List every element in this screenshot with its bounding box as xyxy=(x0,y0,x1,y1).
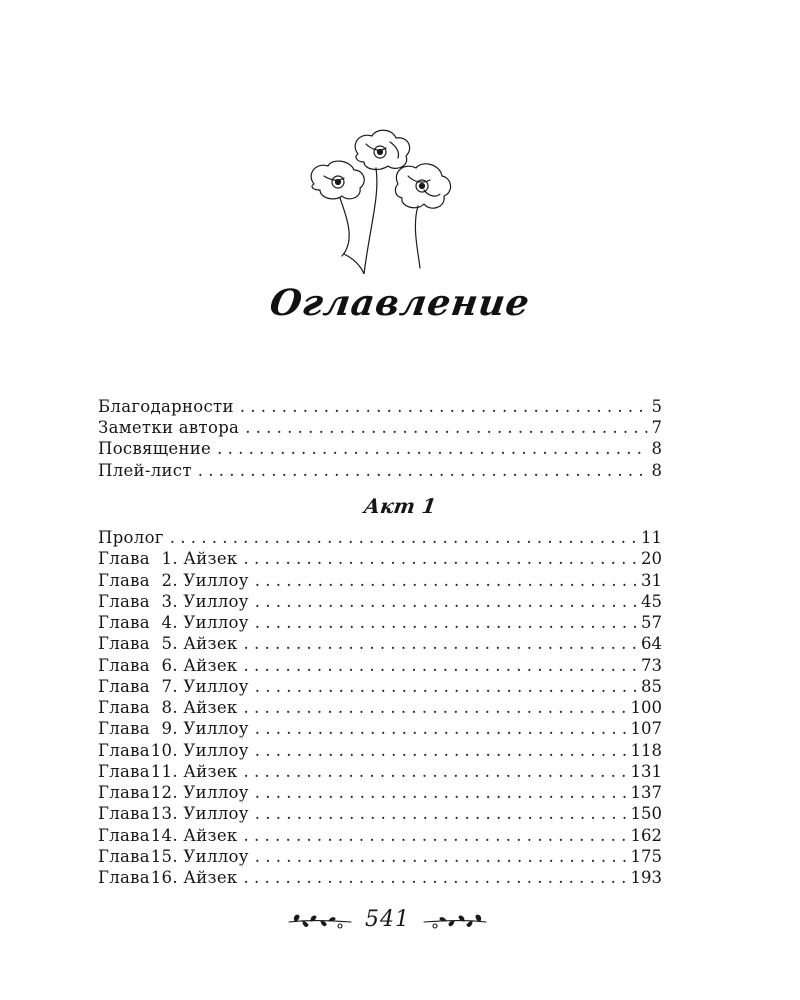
toc-entry xyxy=(98,417,662,438)
toc-entry-page: 150 xyxy=(630,804,662,824)
chapter-name: Уиллоу xyxy=(183,804,249,824)
toc-entry-label xyxy=(98,846,249,867)
chapter-word: Глава xyxy=(98,761,150,781)
toc-entry xyxy=(98,570,662,591)
act-heading: Акт 1 xyxy=(362,494,438,518)
chapter-name: Айзек xyxy=(183,825,238,845)
toc-entry-page: 137 xyxy=(630,783,662,802)
chapter-number: 6. xyxy=(161,655,178,675)
dot-leader xyxy=(244,825,628,846)
chapter-name: Уиллоу xyxy=(183,570,249,590)
toc-entry-page: 118 xyxy=(630,740,662,760)
chapter-number: 15. xyxy=(150,846,178,866)
page-number: 541 xyxy=(365,907,410,932)
page-title: Оглавление xyxy=(267,282,533,324)
toc-entry-page: 64 xyxy=(641,634,662,654)
chapter-word: Глава xyxy=(98,570,150,590)
dot-leader xyxy=(244,761,628,782)
toc-entry xyxy=(98,697,662,718)
chapter-word: Глава xyxy=(98,783,150,802)
chapter-name: Айзек xyxy=(183,761,238,781)
chapter-name: Уиллоу xyxy=(183,591,249,611)
chapter-word: Глава xyxy=(98,740,150,760)
toc-entry-label xyxy=(98,740,249,761)
chapter-name: Айзек xyxy=(183,868,238,887)
toc-entry-page: 31 xyxy=(641,570,662,590)
chapter-word: Глава xyxy=(98,549,150,569)
dot-leader xyxy=(255,676,638,697)
chapter-word: Глава xyxy=(98,846,150,866)
dot-leader xyxy=(255,846,628,867)
toc-entry xyxy=(98,633,662,654)
toc-entry-page: 131 xyxy=(630,761,662,781)
toc-entry xyxy=(98,740,662,761)
toc-entry-label: Посвящение xyxy=(98,439,212,459)
dot-leader xyxy=(217,438,648,459)
chapter-word: Глава xyxy=(98,719,150,739)
toc-entry-label xyxy=(98,782,249,803)
dot-leader xyxy=(255,570,638,591)
toc-entry-label xyxy=(98,803,249,824)
toc-entry-page: 5 xyxy=(651,397,662,416)
toc-entry-page: 20 xyxy=(641,549,662,569)
chapter-number: 12. xyxy=(150,783,178,802)
dot-leader xyxy=(245,417,648,438)
toc-entry-label xyxy=(98,761,238,782)
leaf-branch-ornament-icon xyxy=(422,910,490,934)
toc-entry-page: 45 xyxy=(641,591,662,611)
dot-leader xyxy=(244,655,639,676)
dot-leader xyxy=(198,460,649,481)
poppy-flowers-icon xyxy=(300,126,465,274)
dot-leader xyxy=(255,612,638,633)
chapter-number: 2. xyxy=(161,570,178,590)
toc-entry xyxy=(98,803,662,824)
chapter-name: Уиллоу xyxy=(183,676,249,696)
dot-leader xyxy=(244,697,628,718)
act1-chapter-list xyxy=(98,527,662,888)
chapter-word: Глава xyxy=(98,634,150,654)
toc-entry xyxy=(98,591,662,612)
toc-entry-label xyxy=(98,867,238,888)
chapter-number: 13. xyxy=(150,804,178,824)
chapter-name: Уиллоу xyxy=(183,846,249,866)
chapter-name: Айзек xyxy=(183,698,238,717)
toc-entry xyxy=(98,612,662,633)
chapter-name: Уиллоу xyxy=(183,740,249,760)
toc-entry xyxy=(98,460,662,481)
dot-leader xyxy=(244,633,639,654)
toc-entry xyxy=(98,867,662,888)
chapter-number: 4. xyxy=(161,613,178,632)
toc-entry-page: 8 xyxy=(651,439,662,459)
toc-entry-page: 8 xyxy=(651,460,662,480)
dot-leader xyxy=(255,782,628,803)
toc-entry-page: 73 xyxy=(641,655,662,675)
toc-entry-label xyxy=(98,548,238,569)
chapter-name: Айзек xyxy=(183,655,238,675)
toc-entry-label: Пролог xyxy=(98,528,164,547)
dot-leader xyxy=(255,803,628,824)
chapter-name: Айзек xyxy=(183,634,238,654)
dot-leader xyxy=(244,867,628,888)
toc-entry xyxy=(98,438,662,459)
chapter-number: 1. xyxy=(161,549,178,569)
chapter-number: 7. xyxy=(161,676,178,696)
toc-entry-label xyxy=(98,718,249,739)
chapter-name: Айзек xyxy=(183,549,238,569)
toc-entry xyxy=(98,846,662,867)
chapter-name: Уиллоу xyxy=(183,783,249,802)
toc-entry-page: 11 xyxy=(641,528,662,547)
chapter-number: 16. xyxy=(150,868,178,887)
toc-entry-label xyxy=(98,676,249,697)
toc-entry xyxy=(98,676,662,697)
toc-entry-label xyxy=(98,570,249,591)
chapter-word: Глава xyxy=(98,868,150,887)
chapter-number: 5. xyxy=(161,634,178,654)
toc-entry xyxy=(98,655,662,676)
toc-entry-page: 162 xyxy=(630,825,662,845)
chapter-name: Уиллоу xyxy=(183,719,249,739)
toc-entry xyxy=(98,396,662,417)
toc-entry-label: Плей-лист xyxy=(98,460,192,480)
chapter-word: Глава xyxy=(98,804,150,824)
toc-entry xyxy=(98,825,662,846)
front-matter-list xyxy=(98,396,662,481)
chapter-word: Глава xyxy=(98,676,150,696)
chapter-word: Глава xyxy=(98,698,150,717)
toc-entry-page: 7 xyxy=(651,418,662,438)
toc-entry-page: 57 xyxy=(641,613,662,632)
toc-entry-label xyxy=(98,633,238,654)
chapter-word: Глава xyxy=(98,591,150,611)
dot-leader xyxy=(255,591,638,612)
toc-entry-page: 100 xyxy=(630,698,662,717)
toc-entry-label xyxy=(98,655,238,676)
chapter-word: Глава xyxy=(98,655,150,675)
toc-entry xyxy=(98,782,662,803)
toc-entry-label: Заметки автора xyxy=(98,418,240,438)
chapter-number: 11. xyxy=(150,761,178,781)
dot-leader xyxy=(240,396,649,417)
toc-entry-label xyxy=(98,591,249,612)
toc-entry xyxy=(98,761,662,782)
toc-entry-label xyxy=(98,825,238,846)
chapter-number: 14. xyxy=(150,825,178,845)
chapter-number: 10. xyxy=(150,740,178,760)
chapter-number: 9. xyxy=(161,719,178,739)
toc-entry-page: 107 xyxy=(630,719,662,739)
page-footer xyxy=(285,906,490,938)
dot-leader xyxy=(170,527,638,548)
chapter-word: Глава xyxy=(98,825,150,845)
toc-entry-page: 193 xyxy=(630,868,662,887)
toc-entry-page: 85 xyxy=(641,676,662,696)
dot-leader xyxy=(255,718,628,739)
toc-entry-label xyxy=(98,697,238,718)
toc-entry-label xyxy=(98,612,249,633)
toc-entry-page: 175 xyxy=(630,846,662,866)
chapter-number: 8. xyxy=(161,698,178,717)
dot-leader xyxy=(244,548,639,569)
toc-entry xyxy=(98,527,662,548)
chapter-word: Глава xyxy=(98,613,150,632)
dot-leader xyxy=(255,740,628,761)
toc-entry xyxy=(98,718,662,739)
toc-entry xyxy=(98,548,662,569)
toc-entry-label: Благодарности xyxy=(98,397,234,416)
chapter-name: Уиллоу xyxy=(183,613,249,632)
chapter-number: 3. xyxy=(161,591,178,611)
